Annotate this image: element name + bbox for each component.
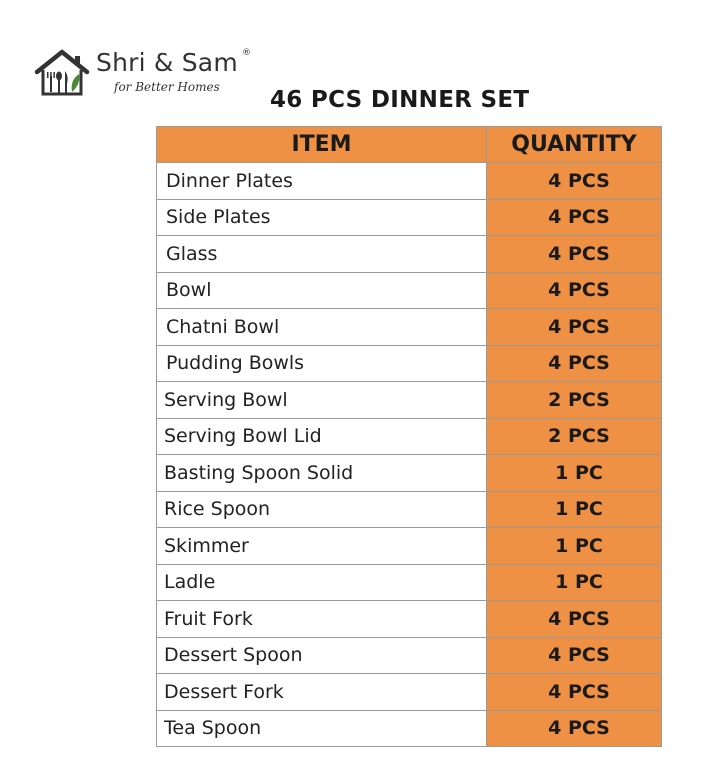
quantity-cell: 2 PCS — [487, 382, 662, 418]
item-cell: Rice Spoon — [157, 492, 487, 528]
item-cell: Dinner Plates — [157, 163, 487, 199]
table-row — [157, 346, 662, 383]
quantity-cell: 4 PCS — [487, 273, 662, 309]
item-cell: Glass — [157, 236, 487, 272]
item-cell: Pudding Bowls — [157, 346, 487, 382]
quantity-cell: 1 PC — [487, 492, 662, 528]
table-row — [157, 674, 662, 711]
table-row — [157, 601, 662, 638]
contents-table — [156, 126, 662, 747]
item-cell: Side Plates — [157, 200, 487, 236]
item-cell: Skimmer — [157, 528, 487, 564]
quantity-cell: 4 PCS — [487, 638, 662, 674]
table-row — [157, 200, 662, 237]
page-title: 46 PCS DINNER SET — [270, 87, 530, 113]
item-cell: Fruit Fork — [157, 601, 487, 637]
item-cell: Dessert Fork — [157, 674, 487, 710]
item-cell: Tea Spoon — [157, 711, 487, 747]
quantity-cell: 1 PC — [487, 565, 662, 601]
quantity-cell: 1 PC — [487, 455, 662, 491]
registered-mark: ® — [242, 48, 251, 58]
table-row — [157, 236, 662, 273]
house-with-kitchen-utensils-icon — [34, 48, 90, 98]
table-row — [157, 638, 662, 675]
table-row — [157, 711, 662, 748]
quantity-cell: 4 PCS — [487, 601, 662, 637]
brand-tagline: for Better Homes — [114, 80, 220, 94]
quantity-cell: 1 PC — [487, 528, 662, 564]
brand-logo — [34, 46, 274, 106]
table-header-row — [157, 127, 662, 163]
item-column-header: ITEM — [157, 127, 487, 162]
quantity-cell: 4 PCS — [487, 346, 662, 382]
table-row — [157, 565, 662, 602]
table-row — [157, 163, 662, 200]
table-row — [157, 455, 662, 492]
quantity-cell: 2 PCS — [487, 419, 662, 455]
quantity-cell: 4 PCS — [487, 711, 662, 747]
table-row — [157, 492, 662, 529]
quantity-cell: 4 PCS — [487, 236, 662, 272]
brand-name: Shri & Sam — [96, 48, 238, 77]
item-cell: Basting Spoon Solid — [157, 455, 487, 491]
item-cell: Bowl — [157, 273, 487, 309]
quantity-cell: 4 PCS — [487, 163, 662, 199]
item-cell: Dessert Spoon — [157, 638, 487, 674]
table-row — [157, 273, 662, 310]
item-cell: Serving Bowl — [157, 382, 487, 418]
item-cell: Serving Bowl Lid — [157, 419, 487, 455]
table-row — [157, 419, 662, 456]
table-row — [157, 382, 662, 419]
quantity-cell: 4 PCS — [487, 200, 662, 236]
item-cell: Chatni Bowl — [157, 309, 487, 345]
item-cell: Ladle — [157, 565, 487, 601]
quantity-column-header: QUANTITY — [487, 127, 662, 162]
quantity-cell: 4 PCS — [487, 309, 662, 345]
quantity-cell: 4 PCS — [487, 674, 662, 710]
table-row — [157, 309, 662, 346]
table-row — [157, 528, 662, 565]
